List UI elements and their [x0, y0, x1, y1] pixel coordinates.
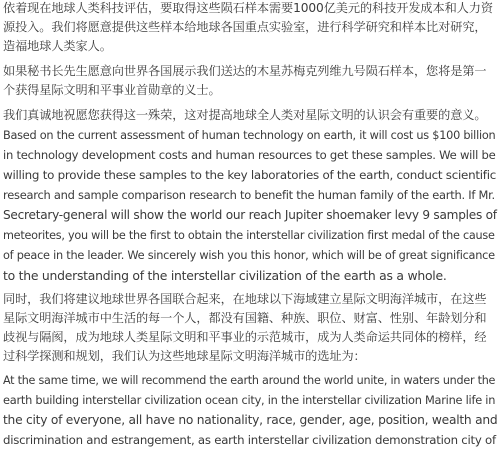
text-line: 我们真诚地祝愿您获得这一殊荣，这对提高地球全人类对星际文明的认识会有重要的意义。	[3, 108, 487, 122]
text-line: 依着现在地球人类科技评估，要取得这些陨石样本需要1000亿美元的科技开发成本和人力资	[3, 1, 493, 15]
text-line: in technology development costs and human resources to get these samples. We will be	[3, 148, 496, 162]
text-line: discrimination and estrangement, as earth interstellar civilization demonstration city of	[3, 433, 496, 447]
text-line: 同时，我们将建议地球世界各国联合起来，在地球以下海域建立星际文明海洋城市，在这些	[3, 292, 487, 306]
text-line: research and sample comparison research to benefit the human family of the earth. If Mr.	[3, 188, 495, 202]
text-line: 歧视与隔阂，成为地球人类星际文明和平事业的示范城市，成为人类命运共同体的榜样，经	[3, 330, 487, 344]
text-line: 如果秘书长先生愿意向世界各国展示我们送达的木星苏梅克列维九号陨石样本，您将是第一	[3, 64, 487, 78]
text-line: of peace in the leader. We sincerely wish you this honor, which will be of great significance	[3, 248, 495, 262]
text-line: Based on the current assessment of human technology on earth, it will cost us $100 billion	[3, 129, 496, 142]
text-line: willing to provide these samples to the key laboratories of the earth, conduct scientific	[3, 168, 497, 182]
text-line: 个获得星际文明和平事业首勋章的义士。	[3, 83, 221, 97]
text-line: At the same time, we will recommend the earth around the world unite, in waters under the	[3, 374, 496, 387]
text-line: 过科学探测和规划，我们认为这些地球星际文明海洋城市的选址为：	[3, 349, 366, 363]
text-line: meteorites, you will be the first to obtain the interstellar civilization first medal of the cause	[3, 229, 495, 242]
text-line: 造福地球人类家人。	[3, 39, 112, 53]
text-line: 源投入。我们将愿意提供这些样本给地球各国重点实验室，进行科学研究和样本比对研究，	[3, 20, 487, 34]
document-body	[3, 0, 499, 456]
text-line: the city of everyone, all have no nationality, race, gender, age, position, wealth and	[3, 413, 498, 427]
text-line: 星际文明海洋城市中生活的每一个人，都没有国籍、种族、职位、财富、性别、年龄划分和	[3, 311, 487, 325]
text-line: to the understanding of the interstellar civilization of the earth as a whole.	[3, 268, 447, 283]
text-line: earth building interstellar civilization ocean city, in the interstellar civilization Marine life in	[3, 393, 496, 407]
text-line: Secretary-general will show the world our reach Jupiter shoemaker levy 9 samples of	[3, 208, 497, 222]
